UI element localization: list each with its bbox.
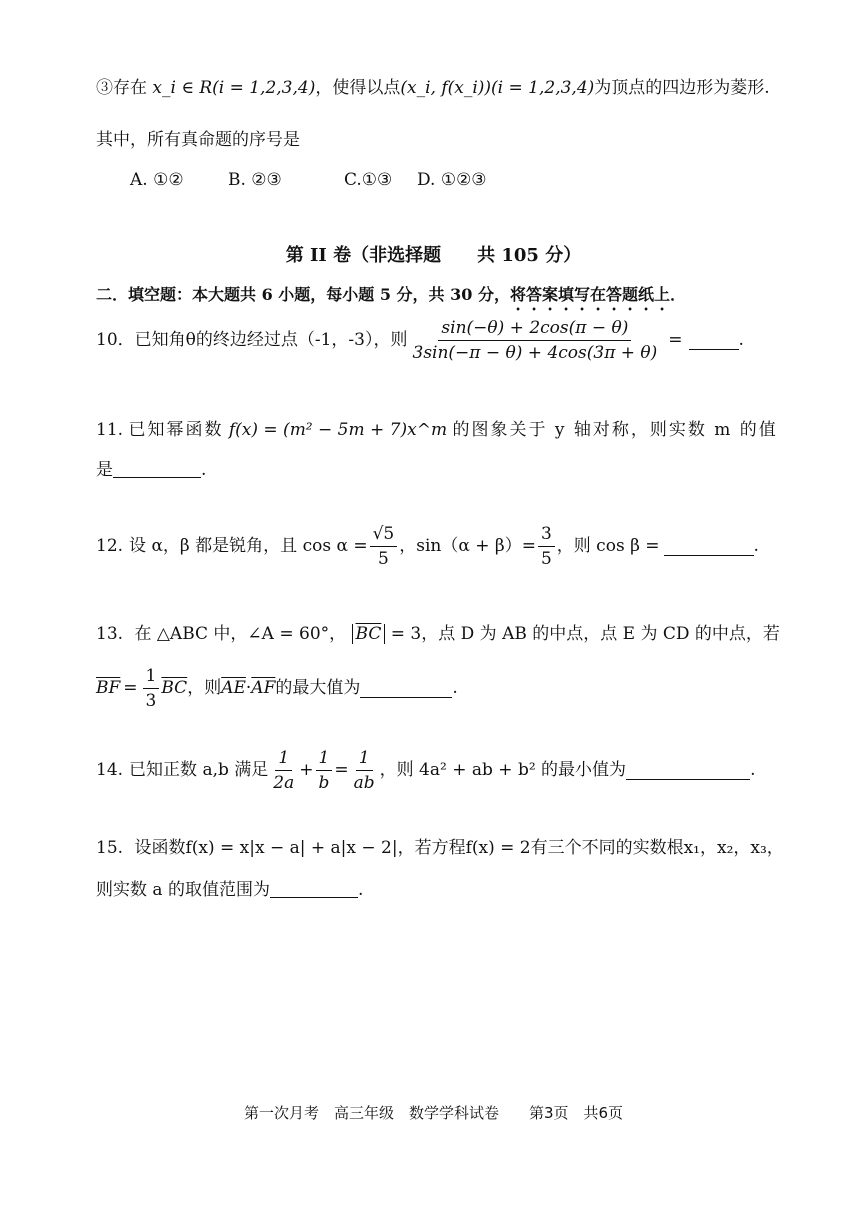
q10-fraction xyxy=(410,317,661,364)
statement-3 xyxy=(96,76,770,100)
q11-number: 11. xyxy=(96,420,124,440)
q11-function: f(x) = (m² − 5m + 7)x^m xyxy=(228,420,448,440)
page-footer: 第一次月考 高三年级 数学学科试卷 第3页 共6页 xyxy=(243,1104,624,1122)
answer-options xyxy=(130,168,487,192)
q12-mid: ，sin（α + β）= xyxy=(399,536,536,556)
q11-line2: 是 xyxy=(96,460,113,480)
q14-end: . xyxy=(750,760,756,780)
q11-answer-blank[interactable] xyxy=(113,459,201,478)
instructions-main: 二．填空题：本大题共 6 小题，每小题 5 分，共 30 分， xyxy=(96,285,510,304)
section-title: 第 II 卷（非选择题 共 105 分） xyxy=(285,245,582,266)
question-10 xyxy=(96,312,744,368)
q13-pre: 在 △ABC 中，∠A = 60°， xyxy=(134,624,347,644)
q14-fraction-2 xyxy=(315,747,332,794)
q13-bc-vector: $\overline{BC}$ xyxy=(355,624,382,644)
q11-pre: 已知幂函数 xyxy=(128,420,224,440)
question-15 xyxy=(96,836,784,860)
q14-f1-denominator: 2a xyxy=(273,772,295,793)
section-instructions xyxy=(96,283,686,314)
q12-cos-numerator: √5 xyxy=(370,523,398,547)
q12-pre: 设 α，β 都是锐角，且 cos α = xyxy=(129,536,368,556)
q10-numerator: sin(−θ) + 2cos(π − θ) xyxy=(438,317,631,341)
instructions-end: ． xyxy=(669,285,686,304)
q12-sin-denominator: 5 xyxy=(540,548,552,569)
q11-end: . xyxy=(201,460,207,480)
statement-3-points: (x_i, f(x_i))(i = 1,2,3,4) xyxy=(400,78,595,98)
q13-bf-vector: $\overline{BF}$ xyxy=(96,678,121,698)
q10-end: . xyxy=(738,330,744,350)
q12-sin-fraction xyxy=(538,523,555,570)
question-stem: 其中，所有真命题的序号是 xyxy=(96,130,300,150)
q12-number: 12. xyxy=(96,536,124,556)
question-11-line2 xyxy=(96,458,206,482)
q13-post: 的最大值为 xyxy=(275,678,361,698)
q10-answer-blank[interactable] xyxy=(689,331,739,350)
q13-answer-blank[interactable] xyxy=(360,679,452,698)
statement-3-mid: ，使得以点 xyxy=(315,78,401,98)
q15-answer-blank[interactable] xyxy=(270,879,358,898)
q12-post: ，则 cos β = xyxy=(556,536,660,556)
q15-number: 15. xyxy=(96,838,124,858)
statement-3-condition: x_i ∈ R(i = 1,2,3,4) xyxy=(152,78,316,98)
q14-post: ，则 4a² + ab + b² 的最小值为 xyxy=(379,760,627,780)
statement-3-post: 为顶点的四边形为菱形. xyxy=(594,78,770,98)
statement-3-pre: 存在 xyxy=(113,78,153,98)
q14-equals: = xyxy=(334,760,349,780)
q15-end: . xyxy=(357,880,364,900)
question-11 xyxy=(96,418,778,442)
q14-f3-denominator: ab xyxy=(353,772,375,793)
option-b[interactable]: B. ②③ xyxy=(228,170,282,190)
q13-then: ，则 xyxy=(187,678,222,698)
q13-number: 13. xyxy=(96,624,124,644)
q14-fraction-1 xyxy=(270,747,297,794)
q13-af-vector: $\overline{AF}$ xyxy=(251,678,276,698)
q13-frac-denominator: 3 xyxy=(145,690,157,711)
option-a[interactable]: A. ①② xyxy=(130,170,184,190)
q13-bc2-vector: $\overline{BC}$ xyxy=(161,678,188,698)
question-12 xyxy=(96,520,759,572)
q13-equals: = xyxy=(123,678,138,698)
statement-3-marker: ③ xyxy=(96,78,113,98)
q14-pre: 已知正数 a,b 满足 xyxy=(129,760,269,780)
question-13-line2 xyxy=(96,662,458,714)
option-c[interactable]: C.①③ xyxy=(344,170,393,190)
question-15-line2 xyxy=(96,878,363,902)
q13-dot: · xyxy=(245,678,252,698)
instructions-emphasis: 将答案填写在答题纸上 xyxy=(509,285,670,304)
q13-mid: = 3，点 D 为 AB 的中点，点 E 为 CD 的中点，若 xyxy=(390,624,780,644)
q10-text: 已知角θ的终边经过点（-1，-3），则 xyxy=(134,330,408,350)
question-13 xyxy=(96,622,780,646)
q14-f3-numerator: 1 xyxy=(356,747,373,771)
q13-bc-abs xyxy=(352,624,386,644)
q12-cos-fraction xyxy=(370,523,398,570)
q14-number: 14. xyxy=(96,760,124,780)
q14-plus: + xyxy=(299,760,314,780)
q12-sin-numerator: 3 xyxy=(538,523,555,547)
q14-f2-denominator: b xyxy=(318,772,330,793)
question-14 xyxy=(96,744,755,796)
q10-equals: = xyxy=(668,330,683,350)
q13-fraction xyxy=(143,665,160,712)
q14-answer-blank[interactable] xyxy=(626,761,750,780)
q13-frac-numerator: 1 xyxy=(143,665,160,689)
q13-end: . xyxy=(452,678,458,698)
q14-fraction-3 xyxy=(351,747,378,794)
q14-f2-numerator: 1 xyxy=(316,747,333,771)
q14-f1-numerator: 1 xyxy=(275,747,292,771)
q12-cos-denominator: 5 xyxy=(377,548,389,569)
q13-ae-vector: $\overline{AE}$ xyxy=(221,678,246,698)
q12-end: . xyxy=(753,536,759,556)
q15-line1: 设函数f(x) = x|x − a| + a|x − 2|，若方程f(x) = 2有三个不同的实数根x₁，x₂，x₃， xyxy=(134,838,784,858)
q15-line2: 则实数 a 的取值范围为 xyxy=(96,880,270,900)
option-d[interactable]: D. ①②③ xyxy=(417,170,487,190)
q10-denominator: 3sin(−π − θ) + 4cos(3π + θ) xyxy=(412,342,658,363)
q11-post: 的图象关于 y 轴对称，则实数 m 的值 xyxy=(452,420,778,440)
q12-answer-blank[interactable] xyxy=(664,537,754,556)
q10-number: 10． xyxy=(96,330,135,350)
